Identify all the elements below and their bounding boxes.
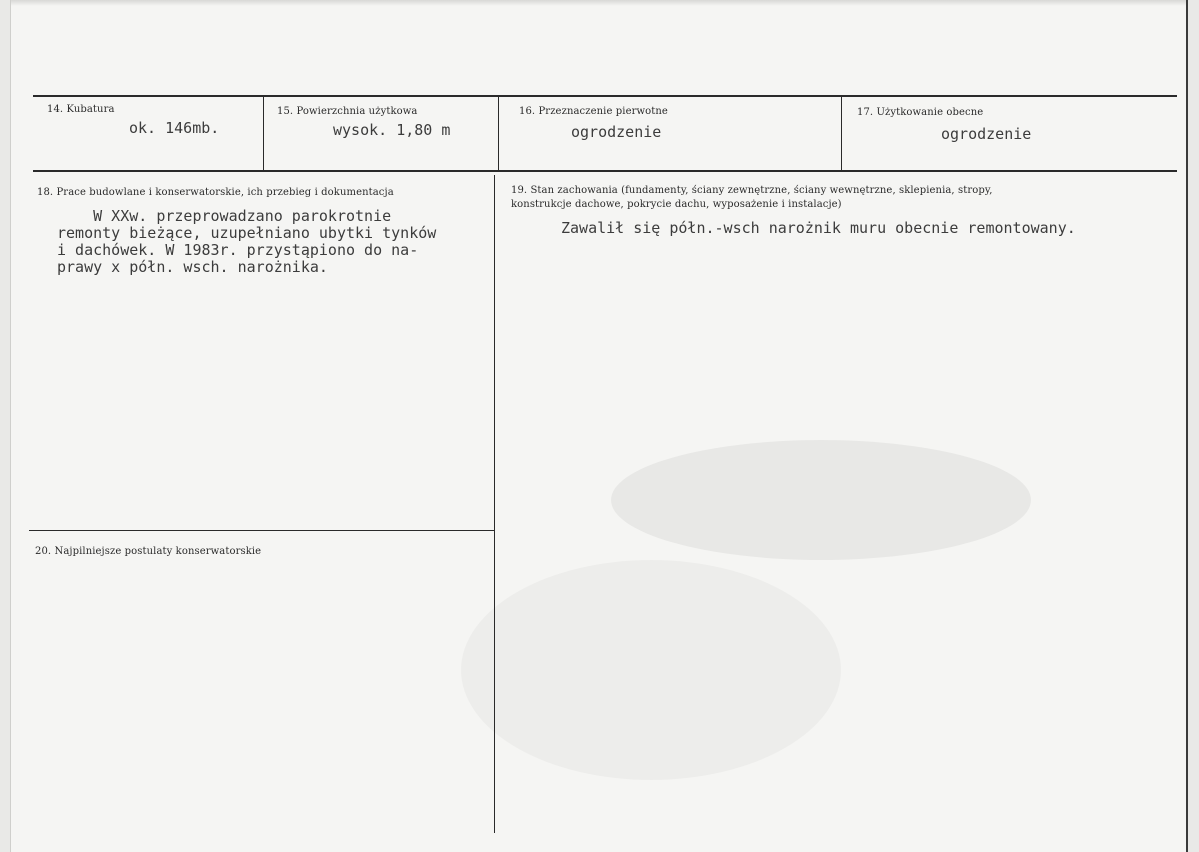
scan-smudge [611, 440, 1031, 560]
field-17-value: ogrodzenie [941, 125, 1032, 143]
field-18-line-2: remonty bieżące, uzupełniano ubytki tynków [57, 224, 437, 242]
divider-main [494, 175, 495, 833]
scan-smudge [461, 560, 841, 780]
scan-top-edge [11, 0, 1186, 6]
row-top-border [33, 95, 1177, 97]
field-16-value: ogrodzenie [571, 123, 662, 141]
field-19-label-line-2: konstrukcje dachowe, pokrycie dachu, wyposażenie i instalacje) [511, 199, 842, 210]
field-15-value: wysok. 1,80 m [333, 121, 451, 139]
divider-14-15 [263, 95, 264, 172]
field-16-label: 16. Przeznaczenie pierwotne [519, 106, 668, 117]
field-19-value: Zawalił się półn.-wsch narożnik muru obecnie remontowany. [561, 219, 1076, 237]
field-18-label: 18. Prace budowlane i konserwatorskie, ich przebieg i dokumentacja [37, 187, 394, 198]
field-17-label: 17. Użytkowanie obecne [857, 107, 984, 118]
divider-15-16 [498, 95, 499, 172]
divider-16-17 [841, 95, 842, 172]
form-sheet [10, 0, 1188, 852]
field-15-label: 15. Powierzchnia użytkowa [277, 106, 418, 117]
field-18-line-4: prawy x półn. wsch. narożnika. [57, 258, 328, 276]
field-20-label: 20. Najpilniejsze postulaty konserwatorskie [35, 546, 262, 557]
field-14-label: 14. Kubatura [47, 104, 115, 115]
field-18-line-3: i dachówek. W 1983r. przystąpiono do na- [57, 241, 419, 259]
field-18-line-1: W XXw. przeprowadzano parokrotnie [57, 207, 392, 225]
field-14-value: ok. 146mb. [129, 119, 220, 137]
field-19-label-line-1: 19. Stan zachowania (fundamenty, ściany zewnętrzne, ściany wewnętrzne, sklepienia, stropy, [511, 185, 993, 196]
row-bottom-border [33, 170, 1177, 172]
divider-18-20 [29, 530, 495, 531]
